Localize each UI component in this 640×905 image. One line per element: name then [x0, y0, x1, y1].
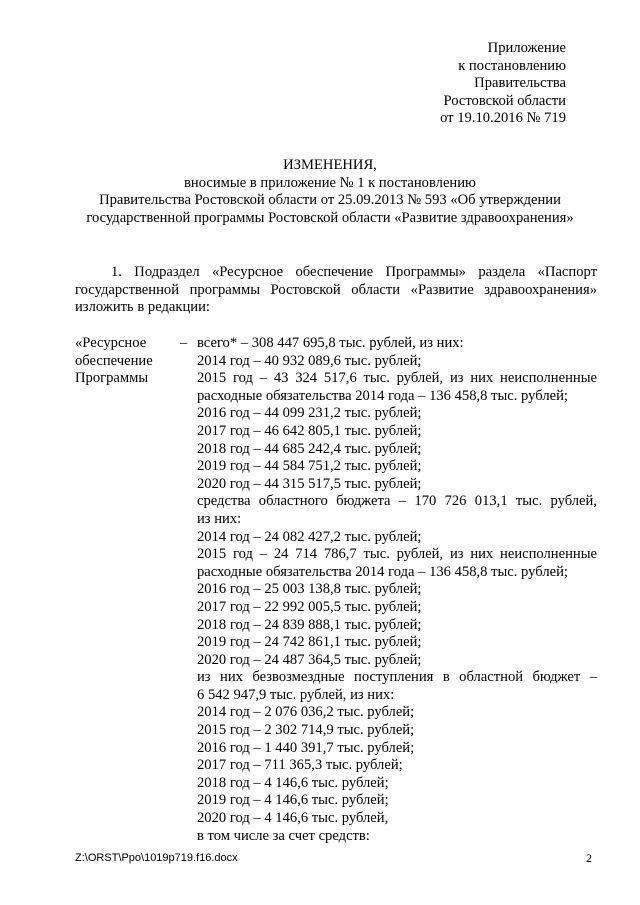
- value-line: 2018 год – 24 839 888,1 тыс. рублей;: [197, 616, 422, 633]
- value-line: 2015 год – 2 302 714,9 тыс. рублей;: [197, 722, 415, 739]
- value-line: всего* – 308 447 695,8 тыс. рублей, из них:: [197, 335, 464, 351]
- appendix-line: к постановлению: [458, 57, 566, 74]
- appendix-line: Правительства: [474, 75, 566, 92]
- value-line: средства областного бюджета – 170 726 013,1 тыс. рублей,: [197, 493, 597, 510]
- title-line: вносимые в приложение № 1 к постановлению: [184, 174, 476, 191]
- label-line: Программы: [75, 370, 149, 387]
- resource-values: [197, 335, 597, 845]
- value-line: из них:: [197, 510, 242, 527]
- dash-separator: –: [180, 335, 188, 351]
- value-line: 2014 год – 24 082 427,2 тыс. рублей;: [197, 528, 422, 545]
- appendix-header: [346, 40, 566, 128]
- value-line: 2015 год – 43 324 517,6 тыс. рублей, из них неисполненные: [197, 370, 597, 387]
- value-line: 2015 год – 24 714 786,7 тыс. рублей, из них неисполненные: [197, 546, 597, 563]
- value-line: 2018 год – 4 146,6 тыс. рублей;: [197, 774, 389, 791]
- value-line: 2019 год – 44 584 751,2 тыс. рублей;: [197, 458, 422, 475]
- value-line: 2017 год – 711 365,3 тыс. рублей;: [197, 757, 403, 774]
- value-line: 6 542 947,9 тыс. рублей, из них:: [197, 686, 395, 703]
- document-title: [50, 157, 610, 227]
- value-line: 2014 год – 2 076 036,2 тыс. рублей;: [197, 704, 415, 721]
- value-line: 2019 год – 24 742 861,1 тыс. рублей;: [197, 634, 422, 651]
- value-line: 2018 год – 44 685 242,4 тыс. рублей;: [197, 440, 422, 457]
- appendix-line: от 19.10.2016 № 719: [440, 110, 566, 127]
- value-line: 2016 год – 25 003 138,8 тыс. рублей;: [197, 581, 422, 598]
- value-line: 2017 год – 46 642 805,1 тыс. рублей;: [197, 422, 422, 439]
- value-line: 2016 год – 44 099 231,2 тыс. рублей;: [197, 405, 422, 422]
- value-line: 2017 год – 22 992 005,5 тыс. рублей;: [197, 598, 422, 615]
- value-line: 2020 год – 4 146,6 тыс. рублей,: [197, 810, 389, 827]
- value-line: расходные обязательства 2014 года – 136 458,8 тыс. рублей;: [197, 563, 568, 580]
- value-line: 2020 год – 24 487 364,5 тыс. рублей;: [197, 651, 422, 668]
- value-line: из них безвозмездные поступления в областной бюджет –: [197, 669, 597, 686]
- label-line: обеспечение: [75, 352, 153, 369]
- label-line: «Ресурсное: [75, 335, 147, 351]
- title-line: ИЗМЕНЕНИЯ,: [283, 157, 377, 173]
- appendix-line: Приложение: [487, 40, 566, 56]
- value-line: 2019 год – 4 146,6 тыс. рублей;: [197, 792, 389, 809]
- resource-label: [75, 335, 175, 388]
- value-line: 2014 год – 40 932 089,6 тыс. рублей;: [197, 352, 422, 369]
- value-line: расходные обязательства 2014 года – 136 458,8 тыс. рублей;: [197, 387, 568, 404]
- paragraph-1: 1. Подраздел «Ресурсное обеспечение Программы» раздела «Паспорт государственной программы Ростовской области «Развитие здравоохранения» изложить в редакции:: [75, 264, 597, 316]
- footer-file-path: Z:\ORST\Ppo\1019p719.f16.docx: [75, 852, 238, 864]
- title-line: Правительства Ростовской области от 25.09.2013 № 593 «Об утверждении: [99, 192, 561, 209]
- value-line: 2016 год – 1 440 391,7 тыс. рублей;: [197, 739, 415, 756]
- title-line: государственной программы Ростовской области «Развитие здравоохранения»: [86, 209, 574, 226]
- footer-page-number: 2: [586, 851, 592, 865]
- appendix-line: Ростовской области: [443, 92, 566, 109]
- value-line: в том числе за счет средств:: [197, 827, 370, 844]
- value-line: 2020 год – 44 315 517,5 тыс. рублей;: [197, 475, 422, 492]
